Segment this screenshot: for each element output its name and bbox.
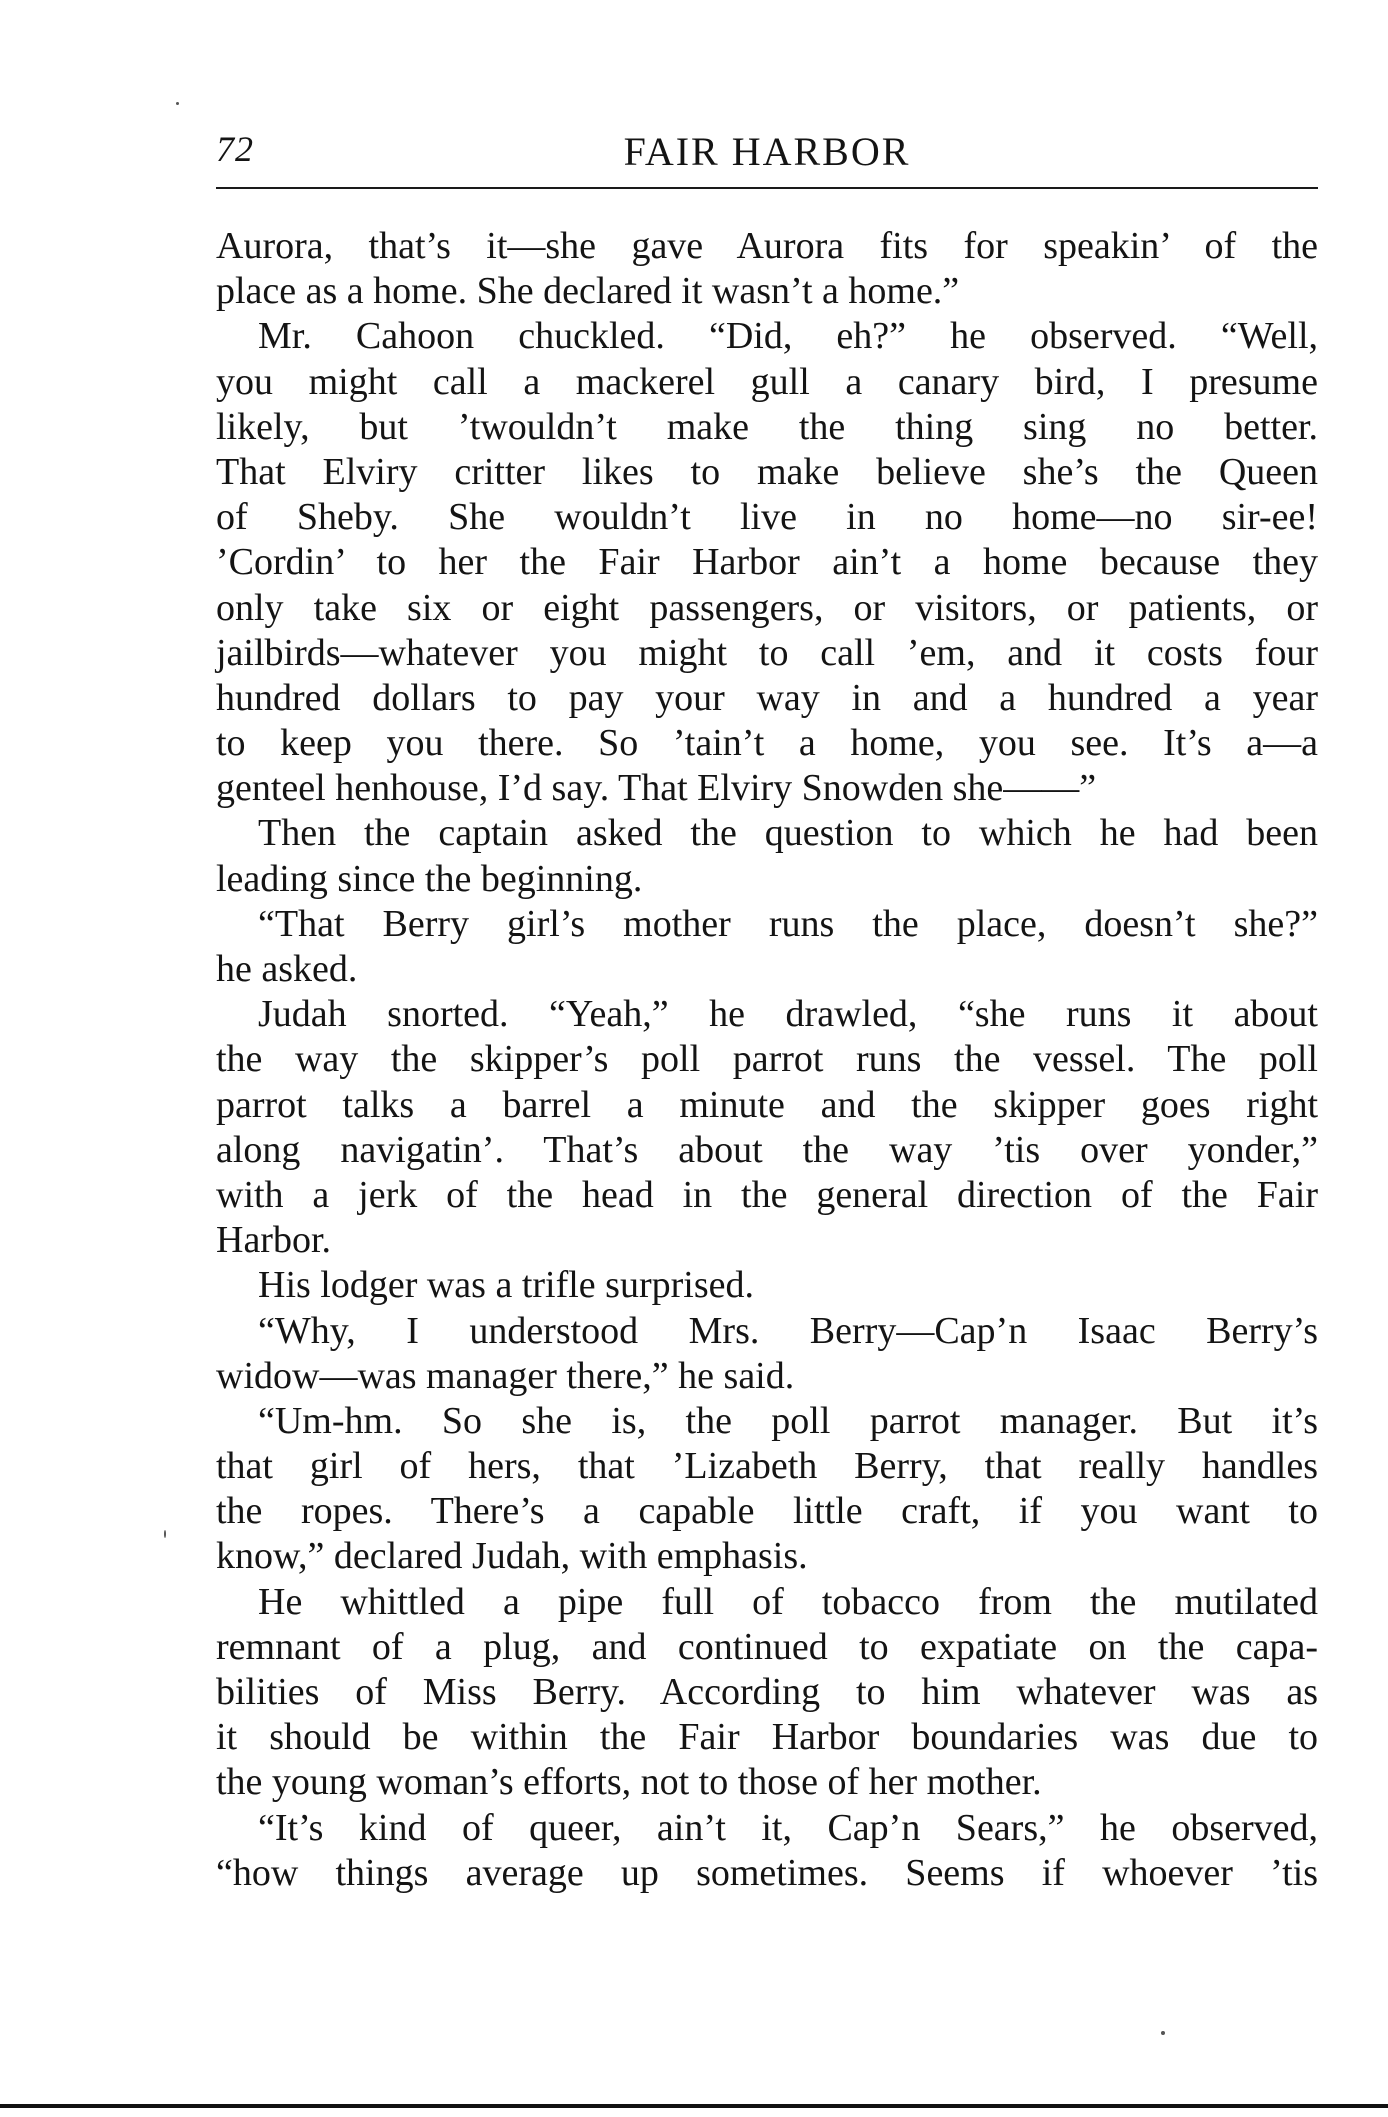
scan-speck bbox=[176, 102, 179, 105]
text-line: Harbor. bbox=[216, 1219, 332, 1262]
text-line: “how things average up sometimes. Seems if whoever ’tis bbox=[216, 1851, 1318, 1894]
text-line: Judah snorted. “Yeah,” he drawled, “she runs it about bbox=[258, 993, 1318, 1036]
text-line: likely, but ’twouldn’t make the thing sing no better. bbox=[216, 405, 1318, 448]
text-line: Mr. Cahoon chuckled. “Did, eh?” he observed. “Well, bbox=[258, 315, 1318, 358]
text-line: place as a home. She declared it wasn’t a home.” bbox=[216, 270, 960, 313]
text-line: the way the skipper’s poll parrot runs the vessel. The poll bbox=[216, 1038, 1318, 1081]
text-line: “Why, I understood Mrs. Berry—Cap’n Isaac Berry’s bbox=[258, 1309, 1318, 1352]
text-line: “It’s kind of queer, ain’t it, Cap’n Sears,” he observed, bbox=[258, 1806, 1318, 1849]
text-line: bilities of Miss Berry. According to him whatever was as bbox=[216, 1671, 1318, 1713]
text-line: parrot talks a barrel a minute and the skipper goes right bbox=[216, 1083, 1318, 1126]
scan-speck bbox=[1161, 2031, 1165, 2035]
text-line: He whittled a pipe full of tobacco from the mutilated bbox=[258, 1580, 1318, 1623]
text-line: Then the captain asked the question to which he had been bbox=[258, 812, 1318, 855]
text-line: “Um-hm. So she is, the poll parrot manager. But it’s bbox=[258, 1399, 1318, 1442]
text-line: widow—was manager there,” he said. bbox=[216, 1354, 795, 1397]
page-bottom-edge bbox=[0, 2104, 1388, 2108]
text-line: that girl of hers, that ’Lizabeth Berry, that really handles bbox=[216, 1445, 1318, 1488]
text-line: leading since the beginning. bbox=[216, 857, 643, 900]
scan-speck bbox=[164, 1530, 166, 1538]
text-line: ’Cordin’ to her the Fair Harbor ain’t a home because they bbox=[216, 541, 1318, 584]
body-text bbox=[216, 224, 1318, 1896]
text-line: “That Berry girl’s mother runs the place, doesn’t she?” bbox=[258, 902, 1318, 945]
text-line: only take six or eight passengers, or visitors, or patients, or bbox=[216, 586, 1318, 629]
text-line: along navigatin’. That’s about the way ’tis over yonder,” bbox=[216, 1128, 1318, 1171]
text-line: with a jerk of the head in the general direction of the Fair bbox=[216, 1173, 1318, 1216]
page-header bbox=[216, 128, 1318, 190]
text-line: jailbirds—whatever you might to call ’em, and it costs four bbox=[216, 631, 1318, 674]
text-line: of Sheby. She wouldn’t live in no home—no sir-ee! bbox=[216, 496, 1318, 539]
text-line: Aurora, that’s it—she gave Aurora fits for speakin’ of the bbox=[216, 225, 1318, 267]
text-line: know,” declared Judah, with emphasis. bbox=[216, 1535, 808, 1578]
text-line: remnant of a plug, and continued to expatiate on the capa- bbox=[216, 1625, 1318, 1668]
header-rule bbox=[216, 187, 1318, 189]
text-line: hundred dollars to pay your way in and a hundred a year bbox=[216, 676, 1318, 719]
running-head: FAIR HARBOR bbox=[623, 129, 911, 174]
text-line: it should be within the Fair Harbor boundaries was due to bbox=[216, 1716, 1318, 1759]
text-line: That Elviry critter likes to make believe she’s the Queen bbox=[216, 450, 1318, 493]
text-line: His lodger was a trifle surprised. bbox=[258, 1264, 754, 1307]
text-line: the young woman’s efforts, not to those of her mother. bbox=[216, 1761, 1042, 1804]
page-number: 72 bbox=[216, 129, 254, 169]
text-line: to keep you there. So ’tain’t a home, you see. It’s a—a bbox=[216, 722, 1318, 765]
text-line: the ropes. There’s a capable little craft, if you want to bbox=[216, 1490, 1318, 1533]
text-line: genteel henhouse, I’d say. That Elviry Snowden she——” bbox=[216, 767, 1097, 810]
text-line: he asked. bbox=[216, 948, 358, 990]
text-line: you might call a mackerel gull a canary bird, I presume bbox=[216, 360, 1318, 403]
